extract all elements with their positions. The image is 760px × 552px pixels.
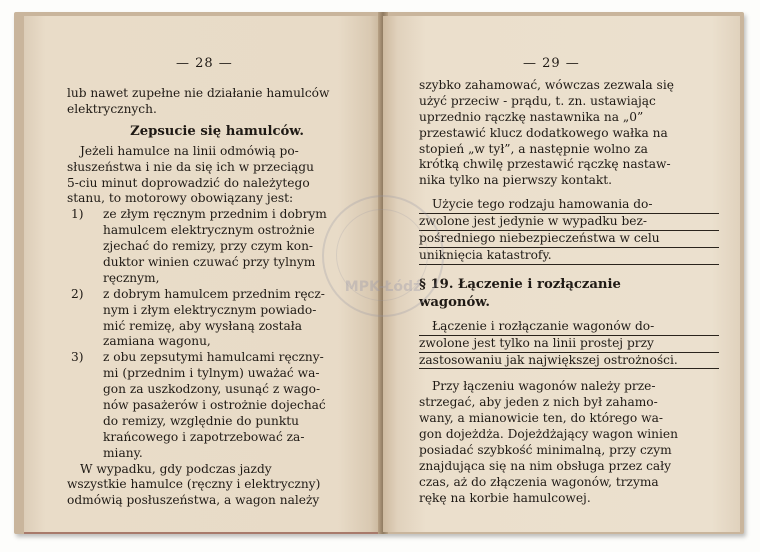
right-line-text: rękę na korbie hamulcowej. bbox=[419, 490, 591, 505]
left-line-text: ręcznym, bbox=[103, 270, 160, 285]
left-line-text: słuszeństwa i nie da się ich w przeciągu bbox=[67, 159, 314, 174]
left-text-line bbox=[67, 446, 367, 462]
right-line-text: zastosowaniu jak największej ostrożności. bbox=[419, 352, 678, 367]
left-line-text: zjechać do remizy, przy czym kon- bbox=[103, 239, 314, 254]
right-line-text: pośredniego niebezpieczeństwa w celu bbox=[419, 231, 660, 246]
left-line-text: mić remizę, aby wysłaną została bbox=[103, 318, 303, 333]
right-text-line bbox=[419, 94, 719, 110]
right-line-text: Użycie tego rodzaju hamowania do- bbox=[432, 197, 653, 212]
left-text-line bbox=[67, 144, 367, 160]
right-line-text: strzegać, aby jeden z nich był zahamo- bbox=[419, 395, 658, 410]
right-text-line bbox=[419, 295, 719, 313]
left-text-line bbox=[67, 398, 367, 414]
right-page bbox=[383, 16, 740, 532]
left-text-line bbox=[67, 271, 367, 287]
left-line-text: hamulcem elektrycznym ostrożnie bbox=[103, 223, 315, 238]
left-line-text: lub nawet zupełne nie działanie hamulców bbox=[67, 86, 330, 100]
right-text-line bbox=[419, 157, 719, 173]
right-line-text: nika tylko na pierwszy kontakt. bbox=[419, 173, 613, 188]
right-line-text: stopień „w tył”, a następnie wolno za bbox=[419, 141, 648, 156]
left-text-line bbox=[67, 176, 367, 192]
left-text-line bbox=[67, 366, 367, 382]
left-line-text: miany. bbox=[103, 445, 143, 460]
right-line-text: zwolone jest jedynie w wypadku bez- bbox=[419, 214, 648, 229]
right-text-line bbox=[419, 443, 719, 459]
list-number: 3) bbox=[71, 350, 84, 365]
left-page-text bbox=[67, 86, 367, 509]
left-line-text: 5-ciu minut doprowadzić do należytego bbox=[67, 175, 310, 190]
page-number-right: — 29 — bbox=[523, 56, 580, 71]
left-text-line bbox=[67, 287, 367, 303]
list-number: 2) bbox=[71, 286, 84, 301]
right-text-line bbox=[419, 459, 719, 475]
left-line-text: z obu zepsutymi hamulcami ręczny- bbox=[103, 350, 324, 365]
left-text-line bbox=[67, 334, 367, 350]
right-line-text: znajdująca się na nim obsługa przez cały bbox=[419, 458, 672, 473]
left-text-line bbox=[67, 462, 367, 478]
left-text-line bbox=[67, 160, 367, 176]
right-line-text: wagonów. bbox=[419, 294, 490, 310]
left-text-line bbox=[67, 414, 367, 430]
right-text-line bbox=[419, 336, 719, 353]
left-text-line bbox=[67, 350, 367, 366]
open-book bbox=[14, 12, 744, 534]
right-line-text: posiadać szybkość minimalną, przy czym bbox=[419, 443, 672, 458]
right-text-line bbox=[419, 369, 719, 379]
right-text-line bbox=[419, 379, 719, 395]
watermark-stamp-text: MPK-Łódź bbox=[344, 279, 422, 295]
right-line-text: szybko zahamować, wówczas zezwala się bbox=[419, 78, 674, 92]
right-line-text: uniknięcia katastrofy. bbox=[419, 247, 552, 262]
left-text-line bbox=[67, 223, 367, 239]
page-number-left: — 28 — bbox=[176, 56, 233, 71]
right-page-text bbox=[419, 78, 719, 507]
right-text-line bbox=[419, 395, 719, 411]
right-text-line bbox=[419, 126, 719, 142]
left-line-text: W wypadku, gdy podczas jazdy bbox=[80, 461, 272, 476]
left-line-text: ze złym ręcznym przednim i dobrym bbox=[103, 207, 327, 222]
right-text-line bbox=[419, 142, 719, 158]
right-line-text: wany, a mianowicie ten, do którego wa- bbox=[419, 411, 663, 426]
left-text-line bbox=[67, 102, 367, 118]
right-text-line bbox=[419, 427, 719, 443]
right-line-text: zwolone jest tylko na linii prostej przy bbox=[419, 335, 654, 350]
left-line-text: duktor winien czuwać przy tylnym bbox=[103, 255, 316, 270]
left-text-line bbox=[67, 255, 367, 271]
left-line-text: elektrycznych. bbox=[67, 101, 157, 116]
right-text-line bbox=[419, 319, 719, 336]
right-line-text: krótką chwilę przestawić rączkę nastaw- bbox=[419, 157, 671, 172]
right-line-text: Przy łączeniu wagonów należy prze- bbox=[432, 379, 656, 394]
right-text-line bbox=[419, 353, 719, 370]
right-text-line bbox=[419, 189, 719, 197]
right-line-text: uprzednio rączkę nastawnika na „0” bbox=[419, 109, 644, 124]
list-number: 1) bbox=[71, 207, 84, 222]
right-line-text: § 19. Łączenie i rozłączanie bbox=[419, 276, 621, 292]
left-line-text: nym i złym elektrycznym powiado- bbox=[103, 302, 317, 317]
left-text-line bbox=[67, 239, 367, 255]
right-line-text: Łączenie i rozłączanie wagonów do- bbox=[432, 318, 655, 333]
right-text-line bbox=[419, 277, 719, 295]
right-text-line bbox=[419, 475, 719, 491]
left-line-text: odmówią posłuszeństwa, a wagon należy bbox=[67, 493, 320, 508]
left-text-line bbox=[67, 477, 367, 493]
left-text-line bbox=[67, 191, 367, 207]
left-line-text: mi (przednim i tylnym) uważać wa- bbox=[103, 366, 320, 381]
left-line-text: zamiana wagonu, bbox=[103, 334, 211, 349]
right-line-text: czas, aż do złączenia wagonów, trzyma bbox=[419, 474, 659, 489]
left-line-text: nów pasażerów i ostrożnie dojechać bbox=[103, 398, 326, 413]
right-line-text: przestawić klucz dodatkowego wałka na bbox=[419, 125, 668, 140]
right-text-line bbox=[419, 173, 719, 189]
left-text-line bbox=[67, 124, 367, 141]
right-line-text: gon dojeżdża. Dojeżdżający wagon winien bbox=[419, 427, 678, 442]
left-page bbox=[24, 16, 381, 534]
left-text-line bbox=[67, 86, 367, 102]
left-text-line bbox=[67, 382, 367, 398]
left-line-text: gon za uszkodzony, usunąć z wago- bbox=[103, 382, 321, 397]
left-line-text: Zepsucie się hamulców. bbox=[130, 123, 304, 139]
right-text-line bbox=[419, 231, 719, 248]
left-text-line bbox=[67, 493, 367, 509]
left-text-line bbox=[67, 430, 367, 446]
right-text-line bbox=[419, 78, 719, 94]
left-text-line bbox=[67, 207, 367, 223]
left-line-text: stanu, to motorowy obowiązany jest: bbox=[67, 191, 294, 206]
right-text-line bbox=[419, 214, 719, 231]
left-line-text: wszystkie hamulce (ręczny i elektryczny) bbox=[67, 477, 321, 492]
left-line-text: Jeżeli hamulce na linii odmówią po- bbox=[80, 143, 299, 158]
right-text-line bbox=[419, 197, 719, 214]
right-text-line bbox=[419, 491, 719, 507]
left-text-line bbox=[67, 319, 367, 335]
left-line-text: krańcowego i zapotrzebować za- bbox=[103, 429, 305, 444]
right-text-line bbox=[419, 248, 719, 265]
right-line-text: użyć przeciw - prądu, t. zn. ustawiając bbox=[419, 93, 656, 108]
left-text-line bbox=[67, 303, 367, 319]
left-line-text: z dobrym hamulcem przednim ręcz- bbox=[103, 286, 325, 301]
left-line-text: do remizy, względnie do punktu bbox=[103, 413, 299, 428]
right-text-line bbox=[419, 110, 719, 126]
right-text-line bbox=[419, 411, 719, 427]
